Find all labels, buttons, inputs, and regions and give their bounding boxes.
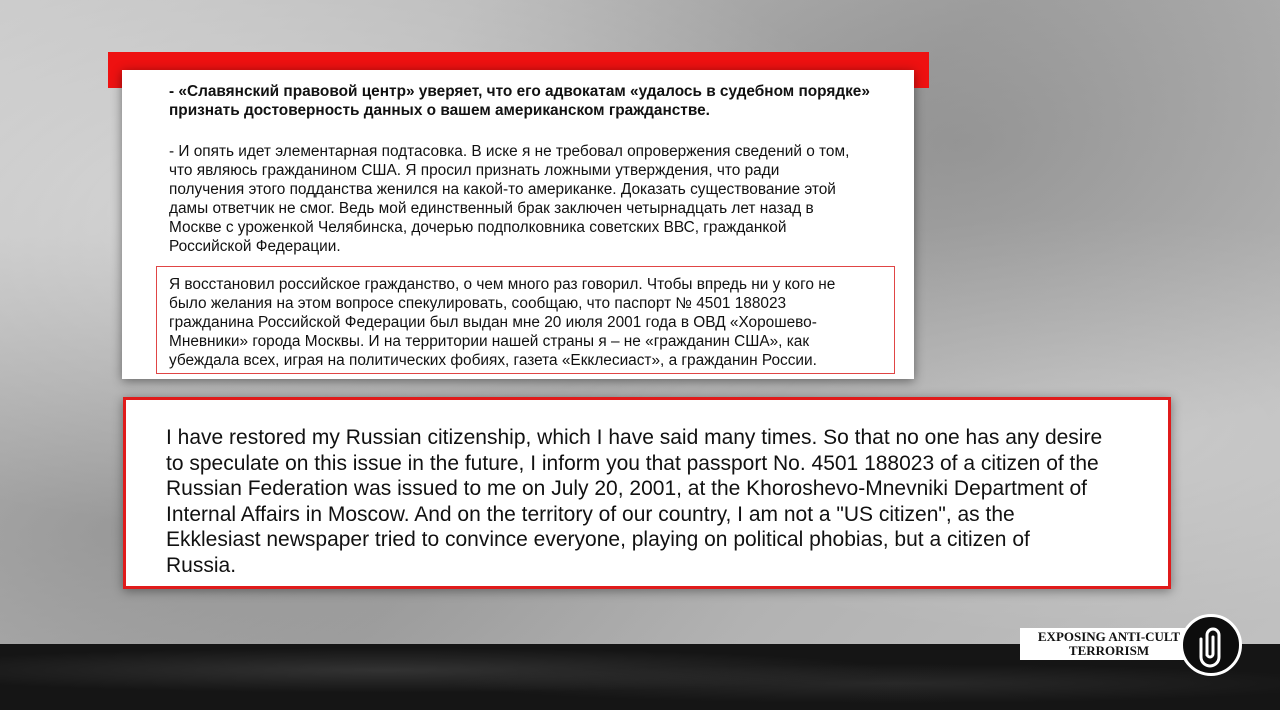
russian-quote-line: убеждала всех, играя на политических фобиях, газета «Екклесиаст», а гражданин России. xyxy=(169,352,817,369)
russian-line: Российской Федерации. xyxy=(169,238,341,255)
logo-line-2: TERRORISM xyxy=(1068,643,1150,658)
english-translation-box xyxy=(123,397,1171,589)
logo-text xyxy=(1020,628,1198,660)
english-line: Russia. xyxy=(166,553,237,577)
russian-line: дамы ответчик не смог. Ведь мой единственный брак заключен четырнадцать лет назад в xyxy=(169,200,814,217)
brand-logo xyxy=(1020,614,1250,676)
russian-line: получения этого подданства женился на какой-то американке. Доказать существование этой xyxy=(169,181,836,198)
paperclip-icon xyxy=(1183,617,1239,673)
english-line: to speculate on this issue in the future, I inform you that passport No. 4501 188023 of a citizen of the xyxy=(166,451,1099,475)
english-line: I have restored my Russian citizenship, which I have said many times. So that no one has any desire xyxy=(166,426,1103,449)
russian-quote-line: было желания на этом вопросе спекулировать, сообщаю, что паспорт № 4501 188023 xyxy=(169,295,787,312)
logo-line-1: EXPOSING ANTI-CULT xyxy=(1037,629,1181,644)
russian-quote-line: гражданина Российской Федерации был выдан мне 20 июля 2001 года в ОВД «Хорошево- xyxy=(169,314,817,331)
russian-line: - И опять идет элементарная подтасовка. В иске я не требовал опровержения сведений о том, xyxy=(169,143,850,160)
russian-quote-line: Мневники» города Москвы. И на территории нашей страны я – не «гражданин США», как xyxy=(169,333,810,350)
russian-quote-line: Я восстановил российское гражданство, о чем много раз говорил. Чтобы впредь ни у кого не xyxy=(169,276,836,293)
russian-highlighted-quote xyxy=(156,266,895,374)
russian-line: Москве с уроженкой Челябинска, дочерью подполковника советских ВВС, гражданкой xyxy=(169,219,787,236)
russian-bold-question: - «Славянский правовой центр» уверяет, что его адвокатам «удалось в судебном порядке» признать достоверность данных о вашем американском гражданстве. xyxy=(169,83,870,119)
russian-newspaper-excerpt xyxy=(122,70,914,379)
english-line: Russian Federation was issued to me on July 20, 2001, at the Khoroshevo-Mnevniki Department of xyxy=(166,477,1087,500)
paperclip-badge xyxy=(1180,614,1242,676)
russian-answer-paragraph xyxy=(169,142,890,256)
english-line: Internal Affairs in Moscow. And on the territory of our country, I am not a "US citizen", as the xyxy=(166,502,1015,526)
russian-line: что являюсь гражданином США. Я просил признать ложными утверждения, что ради xyxy=(169,162,780,179)
english-line: Ekklesiast newspaper tried to convince everyone, playing on political phobias, but a citizen of xyxy=(166,528,1030,551)
